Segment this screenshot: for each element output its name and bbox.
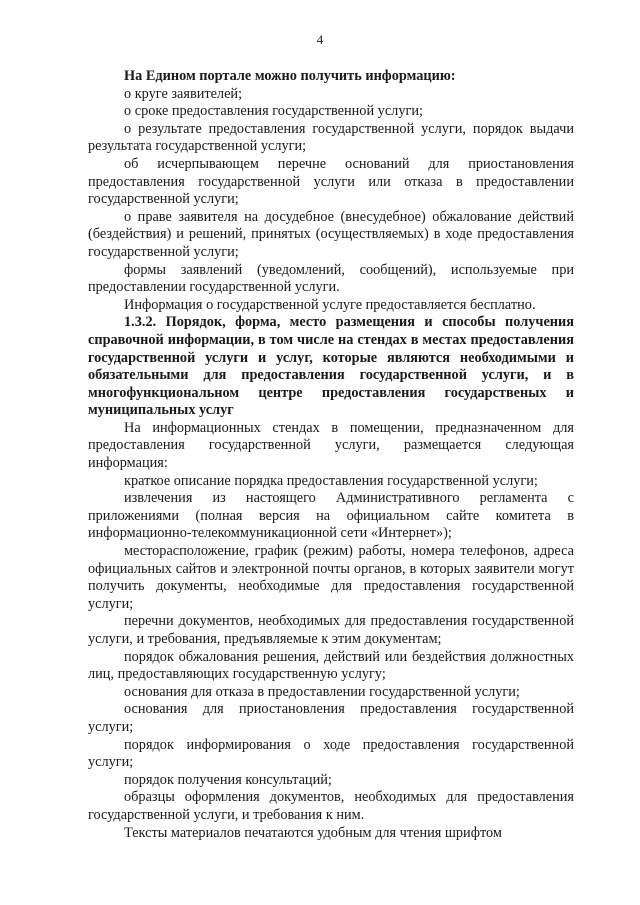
paragraph-free-info: Информация о государственной услуге предоставляется бесплатно. <box>124 296 536 313</box>
list-item-applicants: о круге заявителей; <box>124 85 243 102</box>
list-item-document-lists: перечни документов, необходимых для предоставления государственной услуги, и требования, предъявляемые к этим документам; <box>88 613 574 647</box>
list-item-location: месторасположение, график (режим) работы, номера телефонов, адреса официальных сайтов и электронной почты органов, в которых заявители могут получить документы, необходимые для предоставления государственной услуги; <box>88 543 574 612</box>
list-item-extracts: извлечения из настоящего Административного регламента с приложениями (полная версия на официальном сайте комитета в информационно-телекоммуникационной сети «Интернет»); <box>88 490 574 542</box>
list-item-refusal-grounds: основания для отказа в предоставлении государственной услуги; <box>124 683 520 700</box>
list-item-grounds: об исчерпывающем перечне оснований для приостановления предоставления государственной услуги или отказа в предоставлении государственной услуги; <box>88 155 574 208</box>
paragraph-stands-intro: На информационных стендах в помещении, предназначенном для предоставления государственной услуги, размещается следующая информация: <box>88 419 574 472</box>
document-body <box>88 68 574 842</box>
list-item-progress-info: порядок информирования о ходе предоставления государственной услуги; <box>88 736 574 771</box>
list-item-appeal-procedure: порядок обжалования решения, действий или бездействия должностных лиц, предоставляющих государственную услугу; <box>88 648 574 683</box>
paragraph-materials-font: Тексты материалов печатаются удобным для чтения шрифтом <box>124 824 502 841</box>
paragraph-portal-heading: На Едином портале можно получить информацию: <box>124 68 456 84</box>
list-item-term: о сроке предоставления государственной услуги; <box>124 103 423 120</box>
list-item-forms: формы заявлений (уведомлений, сообщений), используемые при предоставлении государственной услуги. <box>88 261 574 296</box>
section-heading-1-3-2: 1.3.2. Порядок, форма, место размещения и способы получения справочной информации, в том числе на стендах в местах предоставления государственной услуги и услуг, которые являются необходимыми и обязательными для предоставления государственной услуги, и в многофункциональном центре предоставления государственых и муниципальных услуг <box>88 314 574 419</box>
list-item-short-description: краткое описание порядка предоставления государственной услуги; <box>124 472 538 489</box>
list-item-suspension-grounds: основания для приостановления предоставления государственной услуги; <box>88 701 574 735</box>
page-number: 4 <box>316 32 324 47</box>
list-item-samples: образцы оформления документов, необходимых для предоставления государственной услуги, и требования к ним. <box>88 789 574 823</box>
list-item-consultations: порядок получения консультаций; <box>124 771 332 788</box>
list-item-appeal-right: о праве заявителя на досудебное (внесудебное) обжалование действий (бездействия) и решений, принятых (осуществляемых) в ходе предоставления государственной услуги; <box>88 208 574 260</box>
list-item-result: о результате предоставления государственной услуги, порядок выдачи результата государственной услуги; <box>88 120 574 155</box>
